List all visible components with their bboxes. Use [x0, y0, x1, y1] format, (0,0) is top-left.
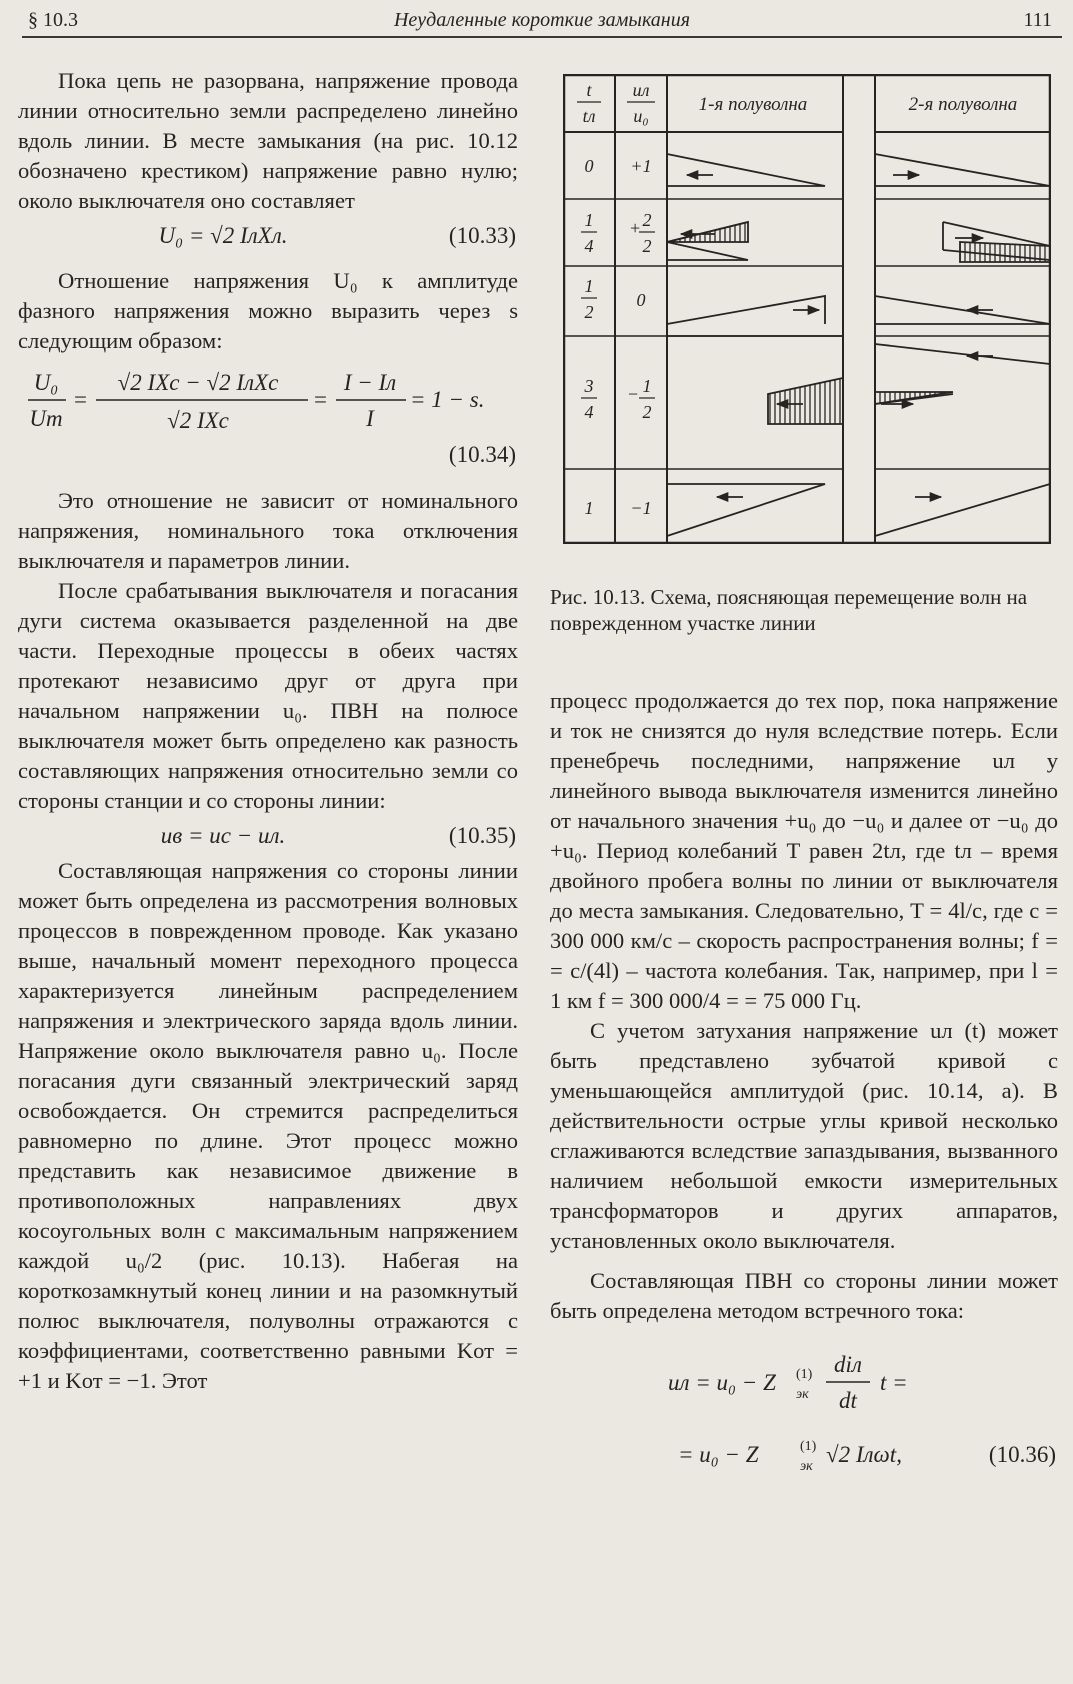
equation-number: (10.33) — [448, 223, 516, 248]
eq36-line1-b: t = — [880, 1370, 908, 1395]
col-half-1: 1-я полуволна — [698, 94, 808, 115]
paragraph: процесс продолжается до тех пор, пока напряжение и ток не снизятся до нуля вследствие потерь. Если пренебречь последними, напряжение uл у линейного вывода выключателя изменится линейно от начального значения +u₀ до −u₀ и далее от −u₀ до +u₀. Период колебаний T равен 2tл, где tл – время двойного пробега волны по линии от выключателя до места замыкания. Следовательно, T = 4l/c, где c = 300 000 км/с – скорость распространения волны; f = = c/(4l) – частота колебания. Так, например, при l = 1 км f = 300 000/4 = = 75 000 Гц. — [550, 688, 1058, 1013]
row-u: 0 — [636, 290, 646, 310]
right-column — [550, 686, 1058, 1488]
equation-number: (10.36) — [988, 1442, 1056, 1467]
row-t-den: 4 — [584, 236, 594, 256]
eq36-line2-b: √2 Iлωt, — [826, 1442, 902, 1467]
eq34-rhs: = 1 − s. — [410, 387, 485, 412]
paragraph: Составляющая ПВН со стороны линии может быть определена методом встречного тока: — [550, 1268, 1058, 1323]
svg-text:1: 1 — [642, 376, 652, 396]
row-t-den: 2 — [584, 302, 594, 322]
row-t: 0 — [584, 156, 594, 176]
section-number: § 10.3 — [28, 9, 78, 31]
eq36-line2-a: = u₀ − Z — [678, 1442, 759, 1467]
equation-number: (10.35) — [448, 823, 516, 848]
paragraph: Отношение напряжения U₀ к амплитуде фазного напряжения можно выразить через s следующим образом: — [18, 268, 518, 353]
svg-text:эк: эк — [800, 1459, 813, 1474]
eq36-sub: эк — [796, 1387, 809, 1402]
equation-10-36 — [550, 1332, 1058, 1482]
row-u: +1 — [630, 156, 652, 176]
equation-10-33 — [18, 218, 518, 254]
col-t-num: t — [586, 80, 592, 100]
row-u-den: 2 — [642, 402, 652, 422]
eq34-mid-num: √2 IXс − √2 IлXс — [117, 370, 279, 395]
paragraph: Пока цепь не разорвана, напряжение провода линии относительно земли распределено линейно вдоль линии. В месте замыкания (на рис. 10.12 обозначено крестиком) напряжение равно нулю; около выключателя оно составляет — [18, 68, 518, 213]
equation-10-36-graphic — [550, 1332, 1058, 1482]
equation-10-34 — [18, 362, 518, 470]
svg-text:−: − — [626, 384, 640, 404]
equation-body: U₀ = √2 IлXл. — [158, 223, 288, 248]
svg-text:(1): (1) — [800, 1439, 817, 1454]
eq36-sup: (1) — [796, 1367, 813, 1382]
row-t-num: 1 — [584, 210, 594, 230]
figure-caption: Рис. 10.13. Схема, поясняющая перемещение волн на поврежденном участке линии — [550, 585, 1028, 635]
left-column — [18, 66, 518, 1396]
eq34-mid-den: √2 IXс — [167, 408, 229, 433]
eq34-frac2-den: I — [366, 406, 374, 431]
row-t-num: 1 — [584, 276, 594, 296]
equation-number: (10.34) — [448, 442, 516, 467]
col-u-den: u₀ — [633, 106, 649, 126]
svg-text:=: = — [74, 387, 87, 412]
row-t: 1 — [584, 498, 594, 518]
eq36-frac-num: diл — [834, 1352, 862, 1377]
eq34-lhs-num: U₀ — [33, 370, 59, 395]
svg-text:+: + — [628, 218, 642, 238]
figure-10-13 — [563, 74, 1051, 544]
page-number: 111 — [1023, 9, 1052, 31]
row-u: −1 — [630, 498, 652, 518]
row-t-den: 4 — [584, 402, 594, 422]
running-title: Неудаленные короткие замыкания — [393, 9, 691, 31]
equation-body: uв = uс − uл. — [160, 823, 286, 848]
col-u-num: uл — [632, 80, 650, 100]
eq34-lhs-den: Um — [29, 406, 63, 431]
wave-diagram — [667, 154, 1050, 536]
row-u-num: 2 — [642, 210, 652, 230]
paragraph: После срабатывания выключателя и погасания дуги система оказывается разделенной на две части. Переходные процессы в обеих частях протекают независимо друг от друга при начальном напряжении u₀. ПВН на полюсе выключателя может быть определено как разность составляющих напряжения относительно земли со стороны станции и со стороны линии: — [18, 578, 518, 813]
col-half-2: 2-я полуволна — [908, 94, 1018, 115]
eq36-line1-a: uл = u₀ − Z — [668, 1370, 776, 1395]
col-t-den: tл — [582, 106, 596, 126]
paragraph: С учетом затухания напряжение uл (t) может быть представлено зубчатой кривой с уменьшающейся амплитудой (рис. 10.14, a). В действительности острые углы кривой несколько сглаживаются вследствие запаздывания, вызванного наличием небольшой емкости измерительных трансформаторов и других аппаратов, установленных около выключателя. — [550, 1018, 1058, 1253]
eq34-frac2-num: I − Iл — [343, 370, 397, 395]
paragraph: Это отношение не зависит от номинального напряжения, номинального тока отключения выключателя и параметров линии. — [18, 488, 518, 573]
svg-text:2: 2 — [642, 236, 652, 256]
eq36-frac-den: dt — [839, 1388, 857, 1413]
equation-10-34-graphic — [18, 362, 518, 470]
paragraph: Составляющая напряжения со стороны линии может быть определена из рассмотрения волновых процессов в поврежденном проводе. Как указано выше, начальный момент переходного процесса характеризуется линейным распределением напряжения и электрического заряда вдоль линии. Напряжение около выключателя равно u₀. После погасания дуги связанный электрический заряд освобождается. Он стремится распределиться равномерно по длине. Этот процесс можно представить как независимое движение в противоположных направлениях двух косоугольных волн с максимальным напряжением каждой u₀/2 (рис. 10.13). Набегая на короткозамкнутый конец линии и на разомкнутый полюс выключателя, полуволны отражаются с коэффициентами, соответственно равными Kот = +1 и Kот = −1. Этот — [18, 858, 518, 1393]
page-header — [22, 6, 1062, 38]
svg-text:=: = — [314, 387, 327, 412]
row-t-num: 3 — [584, 376, 594, 396]
equation-10-35 — [18, 818, 518, 854]
